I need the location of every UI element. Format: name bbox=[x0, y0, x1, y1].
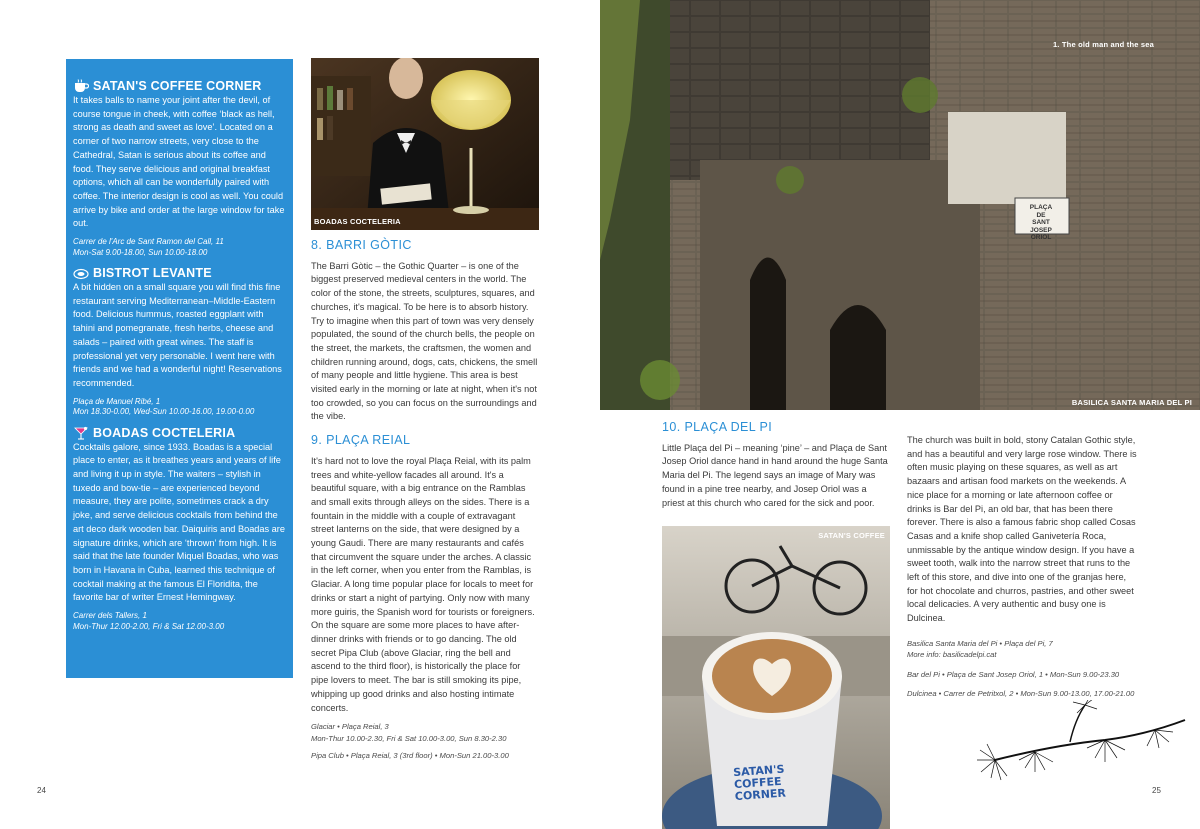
cocktail-glass-icon bbox=[73, 426, 89, 440]
basilica-info bbox=[907, 638, 1139, 661]
pine-branch-illustration bbox=[975, 700, 1195, 810]
satan-heading bbox=[73, 79, 286, 93]
pi-title: 10. PLAÇA DEL PI bbox=[662, 420, 773, 434]
basilica-photo-label: 1. The old man and the sea bbox=[1052, 40, 1154, 49]
basilica-address: Basilica Santa Maria del Pi • Plaça del Pi, 7 bbox=[907, 638, 1053, 648]
boadas-hours: Mon-Thur 12.00-2.00, Fri & Sat 12.00-3.00 bbox=[73, 621, 225, 631]
pi-body: Little Plaça del Pi – meaning ‘pine’ – and Plaça de Sant Josep Oriol dance hand in hand around the huge Santa Maria del Pi. The legend says an image of Mary was found in a pine tree nearby, and Josep Oriol was a priest at this church who cared for the sick and poor. bbox=[662, 442, 888, 508]
middle-column bbox=[311, 239, 540, 762]
levante-heading bbox=[73, 266, 286, 280]
boadas-address-line: Carrer dels Tallers, 1 bbox=[73, 611, 147, 621]
boadas-address bbox=[73, 611, 286, 632]
page-number-left: 24 bbox=[37, 786, 46, 795]
boadas-heading bbox=[73, 426, 286, 440]
boadas-title: BOADAS COCTELERIA bbox=[93, 425, 236, 440]
pipa-info: Pipa Club • Plaça Reial, 3 (3rd floor) • Mon-Sun 21.00-3.00 bbox=[311, 751, 509, 761]
pi-column-2 bbox=[907, 434, 1139, 700]
dulcinea-info: Dulcinea • Carrer de Petritxol, 2 • Mon-Sun 9.00-13.00, 17.00-21.00 bbox=[907, 689, 1135, 699]
satan-address bbox=[73, 237, 286, 258]
sidebar-box bbox=[66, 59, 293, 678]
levante-address-line: Plaça de Manuel Ribé, 1 bbox=[73, 396, 161, 406]
sign-line-4: ORIOL bbox=[1030, 234, 1052, 241]
boadas-body: Cocktails galore, since 1933. Boadas is a special place to enter, as it breathes years and years of life and living it up in style. The waiters – stylish in tuxedo and bow-tie – are experienced beyond measure, they are polite, sometimes crack a dry joke, and serve delicious cocktails from behind the art deco dark wooden bar. Daiquiris and Boadas are signature drinks, which are ‘thrown’ from high. It is said that the late founder Miquel Boadas, who was born in Havana in Cuba, learned this technique of cocktail making at the famous El Floridita, the favorite bar of writer Ernest Hemingway. bbox=[73, 441, 285, 603]
levante-title: BISTROT LEVANTE bbox=[93, 266, 212, 281]
glaciar-address: Glaciar • Plaça Reial, 3 bbox=[311, 722, 389, 732]
pi-body-2: The church was built in bold, stony Catalan Gothic style, and has a beautiful and very large rose window. There is often music playing on these squares, as well as art bazaars and artisan food markets on the weekends. A nice place for a morning or late afternoon coffee or drinks is Bar del Pi, an old bar, that has been there forever. There is also a famous fabric shop called Cosas Casas and a knife shop called Ganivetería Roca, unmissable by the antique window design. If you have a sweet tooth, walk into the narrow street that runs to the left of this store, and dive into one of the granjas here, for hot chocolate and churros, pastries, and other sweet local delicacies. A very authentic and busy one is Dulcinea. bbox=[907, 435, 1137, 624]
boadas-photo bbox=[311, 58, 539, 230]
satan-title: SATAN'S COFFEE CORNER bbox=[93, 79, 262, 93]
satan-photo-caption: SATAN'S COFFEE bbox=[818, 531, 885, 540]
coffee-cup-icon bbox=[73, 79, 89, 93]
reial-title: 9. PLAÇA REIAL bbox=[311, 433, 411, 448]
basilica-illustration bbox=[600, 0, 1200, 410]
glaciar-info bbox=[311, 721, 540, 744]
satan-section bbox=[73, 79, 286, 258]
sign-line-2: DE bbox=[1036, 211, 1046, 219]
levante-body: A bit hidden on a small square you will find this fine restaurant serving Mediterranean–Middle-Eastern food. Delicious hummus, roasted eggplant with tahini and pomegranate, fresh herbs, cheese and salads – paired with great wines. The staff is professional yet very personable. I went here with friends and we had a wonderful night! Reservations recommended. bbox=[73, 282, 282, 388]
pi-column-1 bbox=[662, 421, 890, 510]
basilica-photo bbox=[600, 0, 1200, 410]
satan-address-line: Carrer de l'Arc de Sant Ramon del Call, 11 bbox=[73, 237, 224, 247]
barri-title: 8. BARRI GÒTIC bbox=[311, 238, 412, 252]
plate-icon bbox=[73, 266, 89, 280]
satan-coffee-photo bbox=[662, 526, 890, 829]
basilica-website: More info: basilicadelpi.cat bbox=[907, 650, 997, 660]
bar-del-pi-info: Bar del Pi • Plaça de Sant Josep Oriol, 1 • Mon-Sun 9.00-23.30 bbox=[907, 669, 1120, 679]
satan-hours: Mon-Sat 9.00-18.00, Sun 10.00-18.00 bbox=[73, 247, 208, 257]
page-number-right: 25 bbox=[1152, 786, 1161, 795]
boadas-section bbox=[73, 426, 286, 632]
levante-hours: Mon 18.30-0.00, Wed-Sun 10.00-16.00, 19.00-0.00 bbox=[73, 407, 255, 417]
plaza-sign bbox=[1021, 204, 1061, 242]
boadas-photo-caption: BOADAS COCTELERIA bbox=[314, 217, 401, 226]
basilica-photo-caption: BASILICA SANTA MARIA DEL PI bbox=[1071, 398, 1192, 407]
levante-address bbox=[73, 397, 286, 418]
reial-body: It's hard not to love the royal Plaça Reial, with its palm trees and white-yellow facades all around. It's a beautiful square, with a big entrance on the Ramblas and small exits through alleys on the sides. There is a fountain in the middle with a couple of extravagant street lanterns on the side, that were designed by a young Gaudi. There are many restaurants and cafés that circumvent the square under the arches. A classic in the left corner, when you enter from the Ramblas, is Glaciar. A long time popular place for locals to meet for drinks or start a night of partying. Only now with many more guiris, the Spanish word for tourists or foreigners. On the square are some more places to have after-dinner drinks with friends or to go dancing. The old secret Pipa Club (above Glaciar, ring the bell and ascend to the third floor), is historically the place for pipe lovers to meet. The bar is still smoking its pipe, whipping up good drinks and also hosting intimate concerts. bbox=[311, 455, 535, 713]
sign-line-3: SANT JOSEP bbox=[1030, 219, 1052, 234]
satan-body: It takes balls to name your joint after the devil, of course tongue in cheek, with coffee ‘black as hell, strong as death and sweet as love’. Located on a corner of two narrow streets, very close to the Cathedral, Satan is serious about its coffee and food. They serve delicious and original breakfast options, which all can be wonderfully paired with coffee. The interior design is cool as well. You could arrive by bike and order at the large window for take out. bbox=[73, 95, 285, 229]
levante-section bbox=[73, 266, 286, 418]
sign-line-1: PLAÇA bbox=[1029, 204, 1053, 211]
cup-print: SATAN'S COFFEE CORNER bbox=[732, 762, 787, 804]
boadas-bar-illustration bbox=[311, 58, 539, 230]
barri-body: The Barri Gòtic – the Gothic Quarter – is one of the biggest preserved medieval centers in the world. The color of the stone, the streets, sculptures, squares, and churches, it's magical. To be here is to absorb history. Try to imagine when this part of town was very densely populated, the sound of the church bells, the people on the street, the markets, the craftsmen, the women and children running around, dogs, cats, chickens, the smell of many people and little hygiene. This area is best visited early in the morning or late at night, when it's not too crowded, so you can focus on the surroundings and the vibe. bbox=[311, 260, 538, 422]
glaciar-hours: Mon-Thur 10.00-2.30, Fri & Sat 10.00-3.00, Sun 8.30-2.30 bbox=[311, 733, 507, 743]
